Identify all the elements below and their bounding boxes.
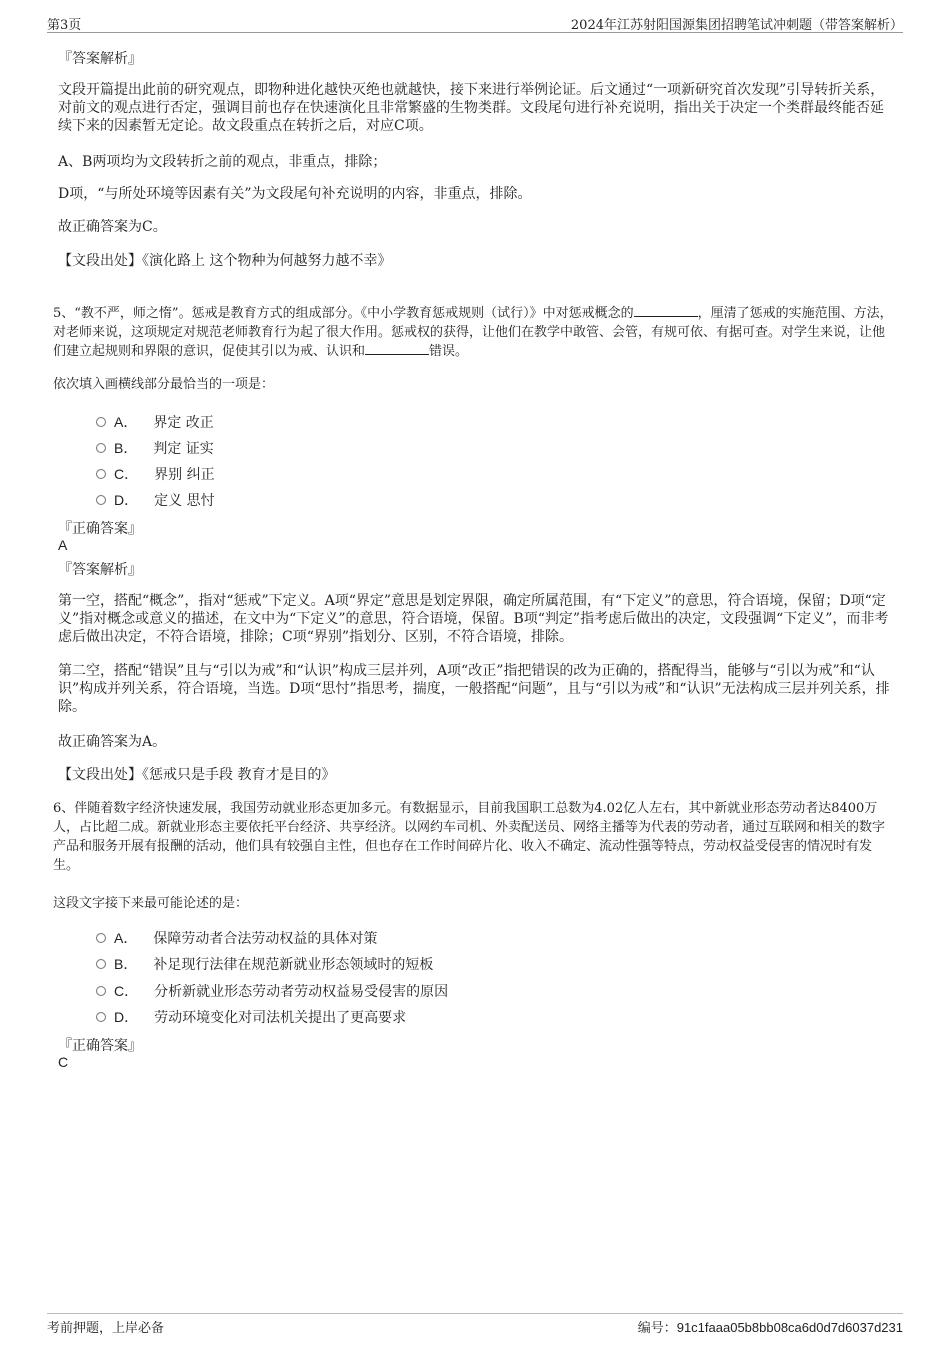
q4-analysis-p3: D项，“与所处环境等因素有关”为文段尾句补充说明的内容，非重点，排除。 bbox=[58, 186, 532, 202]
q4-analysis-label: 『答案解析』 bbox=[58, 51, 142, 67]
page-footer bbox=[47, 1313, 903, 1336]
page-number: 第3页 bbox=[47, 18, 82, 33]
q5-option-a[interactable]: A． 界定 改正 bbox=[96, 412, 214, 432]
q5-source: 【文段出处】《惩戒只是手段 教育才是目的》 bbox=[58, 767, 336, 783]
q5-option-b[interactable]: B． 判定 证实 bbox=[96, 438, 214, 458]
q6-stem: 6、伴随着数字经济快速发展，我国劳动就业形态更加多元。有数据显示，目前我国职工总数为4.02亿人左右，其中新就业形态劳动者达8400万人，占比超二成。新就业形态主要依托平台经济、共享经济。以网约车司机、外卖配送员、网络主播等为代表的劳动者，通过互联网和相关的数字产品和服务开展有报酬的活动，他们具有较强自主性，但也存在工作时间碎片化、收入不确定、流动性强等特点，劳动权益受侵害的情况时有发生。 bbox=[53, 801, 886, 873]
q6-option-a[interactable]: A． 保障劳动者合法劳动权益的具体对策 bbox=[96, 928, 377, 948]
page-header bbox=[47, 14, 903, 33]
q5-correct-label: 『正确答案』 bbox=[58, 521, 142, 537]
q6-option-c[interactable]: C． 分析新就业形态劳动者劳动权益易受侵害的原因 bbox=[96, 981, 448, 1001]
q6-option-d[interactable]: D． 劳动环境变化对司法机关提出了更高要求 bbox=[96, 1007, 406, 1027]
radio-icon[interactable] bbox=[96, 495, 106, 505]
radio-icon[interactable] bbox=[96, 986, 106, 996]
radio-icon[interactable] bbox=[96, 1012, 106, 1022]
q5-analysis-conclusion: 故正确答案为A。 bbox=[58, 734, 167, 750]
q5-blank-2 bbox=[365, 342, 429, 355]
q5-analysis-p2: 第二空，搭配“错误”且与“引以为戒”和“认识”构成三层并列，A项“改正”指把错误的改为正确的，搭配得当，能够与“引以为戒”和“认识”构成并列关系，符合语境，当选。D项“思忖”指思考，揣度，一般搭配“问题”，且与“引以为戒”和“认识”无法构成三层并列关系，排除。 bbox=[58, 663, 890, 715]
footer-slogan: 考前押题，上岸必备 bbox=[47, 1321, 165, 1336]
q5-blank-1 bbox=[634, 304, 698, 317]
q5-option-c[interactable]: C． 界别 纠正 bbox=[96, 464, 215, 484]
q6-correct-answer: C bbox=[58, 1054, 69, 1070]
document-code: 编号：91c1faaa05b8bb08ca6d0d7d6037d231 bbox=[637, 1320, 903, 1335]
radio-icon[interactable] bbox=[96, 469, 106, 479]
radio-icon[interactable] bbox=[96, 417, 106, 427]
q4-source: 【文段出处】《演化路上 这个物种为何越努力越不幸》 bbox=[58, 253, 392, 269]
q5-stem: 5、“教不严，师之惰”。惩戒是教育方式的组成部分。《中小学教育惩戒规则（试行）》中对惩戒概念的 ，厘清了惩戒的实施范围、方法，对老师来说，这项规定对规范老师教育行为起了很大作用。惩戒权的获得，让他们在教学中敢管、会管，有规可依、有据可查。对学生来说，让他们建立起规则和界限的意识，促使其引以为戒、认识和 错误。 bbox=[53, 306, 893, 359]
q6-prompt: 这段文字接下来最可能论述的是： bbox=[53, 896, 249, 911]
q5-analysis-p1: 第一空，搭配“概念”，指对“惩戒”下定义。A项“界定”意思是划定界限，确定所属范围，有“下定义”的意思，符合语境，保留；D项“定义”指对概念或意义的描述，在文中为“下定义”的意思，符合语境，保留。B项“判定”指考虑后做出的决定，文段强调“下定义”，而非考虑后做出决定，不符合语境，排除；C项“界别”指划分、区别，不符合语境，排除。 bbox=[58, 593, 889, 645]
q5-correct-answer: A bbox=[58, 537, 68, 553]
q4-analysis-p1: 文段开篇提出此前的研究观点，即物种进化越快灭绝也就越快，接下来进行举例论证。后文通过“一项新研究首次发现”引导转折关系，对前文的观点进行否定，强调目前也存在快速演化且非常繁盛的生物类群。文段尾句进行补充说明，指出关于决定一个类群最终能否延续下来的因素暂无定论。故文段重点在转折之后，对应C项。 bbox=[58, 82, 885, 134]
q5-analysis-label: 『答案解析』 bbox=[58, 562, 142, 578]
q4-analysis-conclusion: 故正确答案为C。 bbox=[58, 219, 167, 235]
radio-icon[interactable] bbox=[96, 443, 106, 453]
radio-icon[interactable] bbox=[96, 959, 106, 969]
q5-prompt: 依次填入画横线部分最恰当的一项是： bbox=[53, 377, 275, 392]
q4-analysis-p2: A、B两项均为文段转折之前的观点，非重点，排除； bbox=[58, 154, 387, 170]
radio-icon[interactable] bbox=[96, 933, 106, 943]
q6-option-b[interactable]: B． 补足现行法律在规范新就业形态领域时的短板 bbox=[96, 954, 433, 974]
q6-correct-label: 『正确答案』 bbox=[58, 1038, 142, 1054]
document-title: 2024年江苏射阳国源集团招聘笔试冲刺题（带答案解析） bbox=[570, 18, 903, 33]
q5-option-d[interactable]: D． 定义 思忖 bbox=[96, 490, 215, 510]
